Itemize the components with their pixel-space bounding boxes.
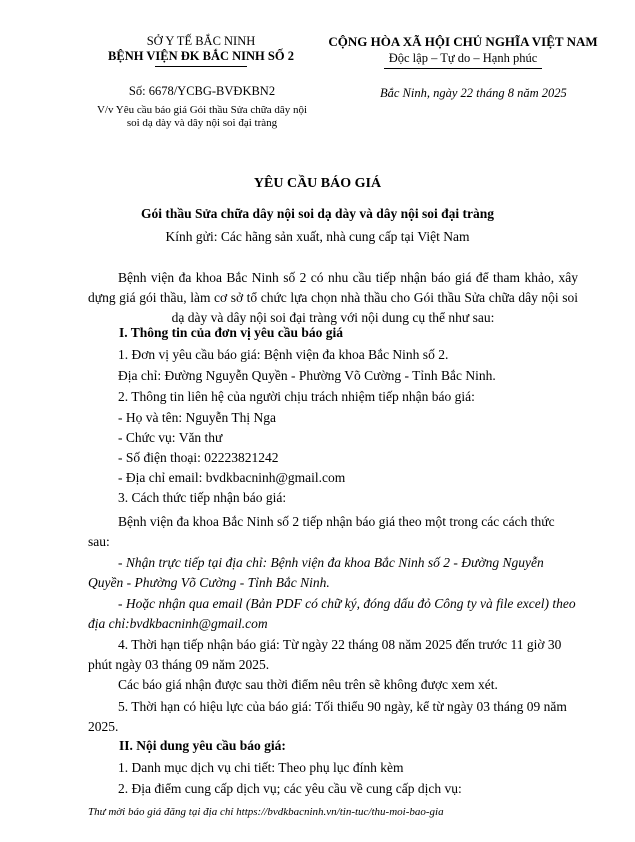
method-email: - Hoặc nhận qua email (Bản PDF có chữ ký, đóng dấu đỏ Công ty và file excel) theo địa chỉ:bvdkbacninh@gmail.com [88, 596, 576, 631]
method-heading: 3. Cách thức tiếp nhận báo giá: [118, 490, 287, 505]
validity-text: 5. Thời hạn có hiệu lực của báo giá: Tối thiểu 90 ngày, kể từ ngày 03 tháng 09 năm 2025. [88, 699, 567, 734]
country-name: CỘNG HÒA XÃ HỘI CHỦ NGHĨA VIỆT NAM [328, 34, 598, 49]
contact-heading: 2. Thông tin liên hệ của người chịu trách nhiệm tiếp nhận báo giá: [118, 389, 475, 404]
subject-line: V/v Yêu cầu báo giá Gói thầu Sửa chữa dây nội soi dạ dày và dây nội soi đại tràng [96, 104, 308, 129]
reference-number: Số: 6678/YCBG-BVĐKBN2 [128, 84, 276, 98]
method-text: Bệnh viện đa khoa Bắc Ninh số 2 tiếp nhận báo giá theo một trong các cách thức sau: [88, 514, 555, 549]
section2-heading: II. Nội dung yêu cầu báo giá: [119, 738, 286, 753]
section2-item1: 1. Danh mục dịch vụ chi tiết: Theo phụ lục đính kèm [118, 760, 404, 775]
unit-line: 1. Đơn vị yêu cầu báo giá: Bệnh viện đa khoa Bắc Ninh số 2. [118, 347, 449, 362]
document-title: YÊU CẦU BÁO GIÁ [253, 176, 382, 191]
motto-underline [384, 68, 542, 69]
national-header [318, 34, 608, 69]
org-header [88, 34, 314, 67]
motto: Độc lập – Tự do – Hạnh phúc [388, 51, 538, 65]
document-subtitle: Gói thầu Sửa chữa dây nội soi dạ dày và dây nội soi đại tràng [140, 206, 495, 221]
address-line: Địa chỉ: Đường Nguyễn Quyền - Phường Võ Cường - Tỉnh Bắc Ninh. [118, 368, 496, 383]
contact-name: - Họ và tên: Nguyễn Thị Nga [118, 410, 276, 425]
contact-position: - Chức vụ: Văn thư [118, 430, 223, 445]
org-parent: SỞ Y TẾ BẮC NINH [146, 34, 256, 48]
org-underline [155, 66, 247, 67]
method-direct: - Nhận trực tiếp tại địa chỉ: Bệnh viện đa khoa Bắc Ninh số 2 - Đường Nguyễn Quyền - Phường Võ Cường - Tỉnh Bắc Ninh. [88, 555, 544, 590]
section1-heading: I. Thông tin của đơn vị yêu cầu báo giá [119, 325, 344, 340]
footer-note: Thư mời báo giá đăng tại địa chỉ https://bvdkbacninh.vn/tin-tuc/thu-moi-bao-gia [88, 806, 444, 818]
contact-phone: - Số điện thoại: 02223821242 [118, 450, 279, 465]
late-note: Các báo giá nhận được sau thời điểm nêu trên sẽ không được xem xét. [118, 677, 498, 692]
org-name: BỆNH VIỆN ĐK BẮC NINH SỐ 2 [108, 49, 294, 63]
document-date: Bắc Ninh, ngày 22 tháng 8 năm 2025 [380, 86, 567, 100]
intro-text: Bệnh viện đa khoa Bắc Ninh số 2 có nhu cầu tiếp nhận báo giá để tham khảo, xây dựng giá gói thầu, làm cơ sở tổ chức lựa chọn nhà thầu cho Gói thầu Sửa chữa dây nội soi dạ dày và dây nội soi đại tràng với nội dung cụ thể như sau: [88, 270, 578, 325]
section2-item2: 2. Địa điểm cung cấp dịch vụ; các yêu cầu về cung cấp dịch vụ: [118, 781, 462, 796]
deadline-text: 4. Thời hạn tiếp nhận báo giá: Từ ngày 22 tháng 08 năm 2025 đến trước 11 giờ 30 phút ngày 03 tháng 09 năm 2025. [88, 637, 562, 672]
intro-paragraph [88, 268, 578, 328]
contact-email: - Địa chỉ email: bvdkbacninh@gmail.com [118, 470, 346, 485]
greeting: Kính gửi: Các hãng sản xuất, nhà cung cấp tại Việt Nam [165, 229, 470, 244]
